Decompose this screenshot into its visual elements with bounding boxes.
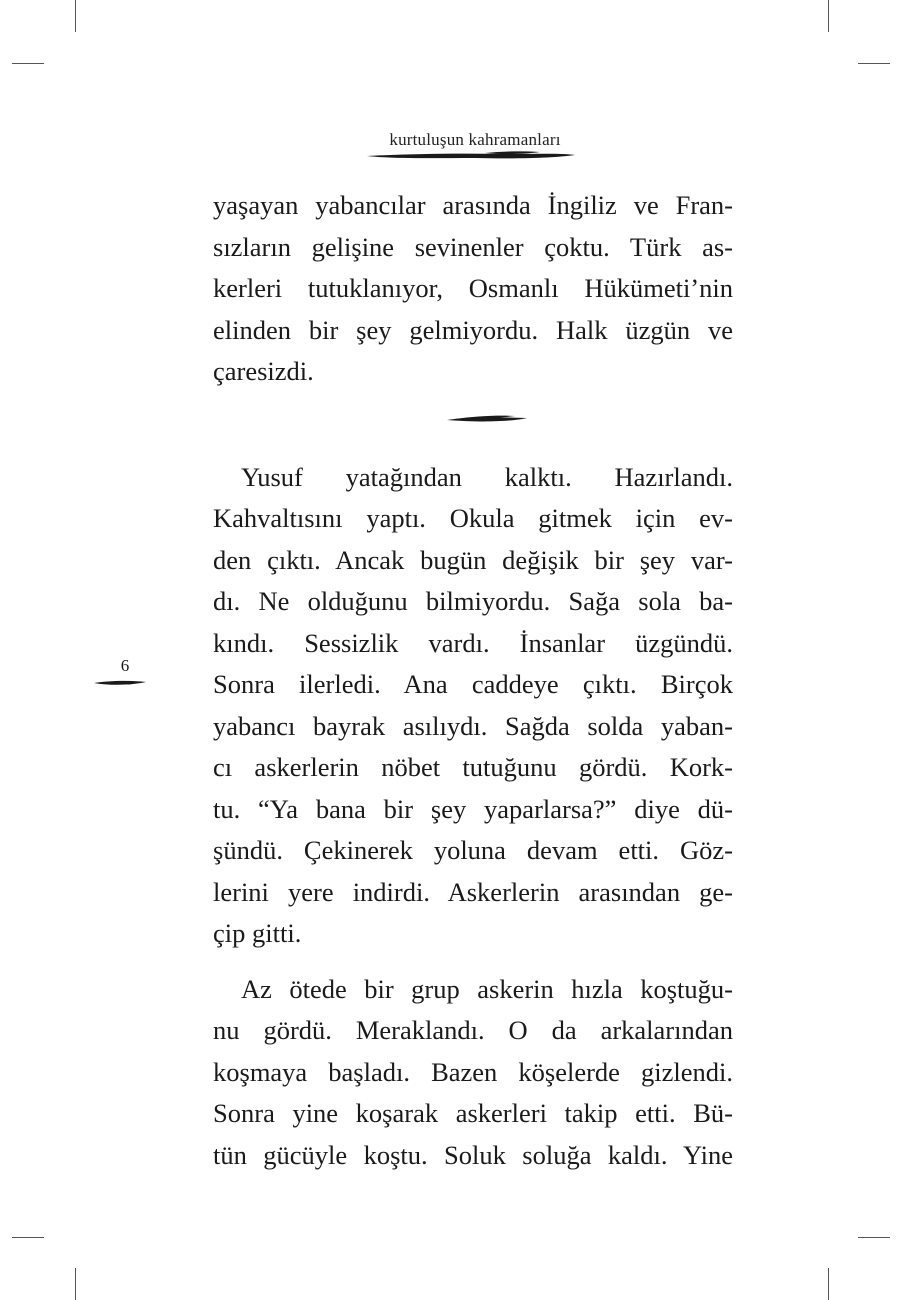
paragraph [213, 969, 733, 1177]
crop-mark [858, 1237, 890, 1238]
running-title: kurtuluşun kahramanları [389, 130, 561, 149]
crop-mark [828, 1268, 829, 1300]
text-line: Sonra ilerledi. Ana caddeye çıktı. Birçok [213, 669, 733, 699]
text-line: Yusuf yatağından kalktı. Hazırlandı. [241, 461, 733, 492]
body-text [213, 185, 733, 1176]
text-line: elinden bir şey gelmiyordu. Halk üzgün ve [213, 314, 733, 345]
text-line: koşmaya başladı. Bazen köşelerde gizlendi. [213, 1056, 733, 1087]
text-line: çip gitti. [213, 918, 302, 948]
header-brush-rule [365, 150, 577, 162]
text-line: çaresizdi. [213, 356, 314, 386]
text-line: Sonra yine koşarak askerleri takip etti. Bü- [213, 1098, 733, 1128]
text-line: nu gördü. Meraklandı. O da arkalarından [213, 1015, 733, 1045]
crop-mark [858, 63, 890, 64]
page-number-brush-rule [92, 678, 148, 688]
crop-mark [75, 1268, 76, 1300]
paragraph [213, 457, 733, 955]
crop-mark [12, 63, 44, 64]
text-line: dı. Ne olduğunu bilmiyordu. Sağa sola ba- [213, 586, 733, 616]
text-line: yabancı bayrak asılıydı. Sağda solda yaban- [213, 710, 733, 741]
text-line: sızların gelişine sevinenler çoktu. Türk as- [213, 231, 733, 262]
text-line: Kahvaltısını yaptı. Okula gitmek için ev- [213, 503, 733, 533]
page-number: 6 [120, 656, 130, 675]
text-line: den çıktı. Ancak bugün değişik bir şey var- [213, 544, 733, 575]
section-divider-ornament [445, 414, 529, 426]
text-line: kındı. Sessizlik vardı. İnsanlar üzgündü. [213, 627, 733, 658]
crop-mark [828, 0, 829, 32]
text-line: tu. “Ya bana bir şey yaparlarsa?” diye dü- [213, 793, 733, 824]
text-line: tün gücüyle koştu. Soluk soluğa kaldı. Yine [213, 1139, 733, 1170]
text-line: cı askerlerin nöbet tutuğunu gördü. Kork- [213, 752, 733, 782]
text-line: yaşayan yabancılar arasında İngiliz ve Fran- [213, 190, 733, 220]
text-line: kerleri tutuklanıyor, Osmanlı Hükümeti’nin [213, 273, 733, 303]
crop-mark [12, 1237, 44, 1238]
text-line: Az ötede bir grup askerin hızla koştuğu- [241, 973, 733, 1004]
text-line: lerini yere indirdi. Askerlerin arasından ge- [213, 876, 733, 907]
paragraph [213, 185, 733, 393]
crop-mark [75, 0, 76, 32]
paragraph-gap [213, 955, 733, 969]
text-line: şündü. Çekinerek yoluna devam etti. Göz- [213, 835, 733, 865]
